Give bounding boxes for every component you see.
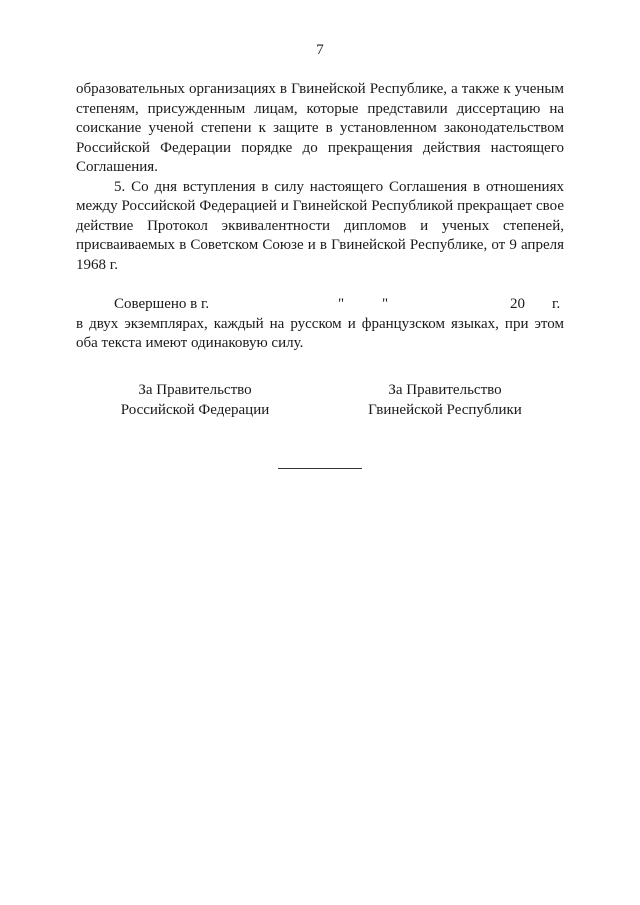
date-quote-open: " xyxy=(338,296,345,312)
signature-russia xyxy=(100,381,290,420)
document-body xyxy=(76,80,564,354)
signature-russia-line1: За Правительство xyxy=(138,382,252,398)
signature-block xyxy=(76,381,564,421)
end-rule xyxy=(278,468,362,469)
signature-guinea xyxy=(350,381,540,420)
paragraph-continuation: образовательных организациях в Гвинейской Республике, а также к ученым степеням, присужденным лицам, которые представили диссертацию на соискание ученой степени к защите в установленном законодательством Российской Федерации порядке до прекращения действия настоящего Соглашения. xyxy=(76,81,564,175)
paragraph-5: 5. Со дня вступления в силу настоящего Соглашения в отношениях между Российской Федерацией и Гвинейской Республикой прекращает свое действие Протокол эквивалентности дипломов и ученых степеней, присваиваемых в Советском Союзе и в Гвинейской Республике, от 9 апреля 1968 г. xyxy=(76,178,564,273)
done-line xyxy=(76,295,564,315)
year-suffix: г. xyxy=(552,296,561,312)
signature-guinea-line1: За Правительство xyxy=(388,382,502,398)
year-prefix: 20 xyxy=(510,296,525,312)
signature-russia-line2: Российской Федерации xyxy=(120,401,270,418)
done-continuation: в двух экземплярах, каждый на русском и французском языках, при этом оба текста имеют одинаковую силу. xyxy=(76,315,564,351)
done-prefix: Совершено в г. xyxy=(114,296,210,312)
done-clause xyxy=(76,295,564,354)
signature-guinea-line2: Гвинейской Республики xyxy=(368,401,522,418)
page-number: 7 xyxy=(316,42,324,58)
date-quote-close: " xyxy=(382,296,389,312)
